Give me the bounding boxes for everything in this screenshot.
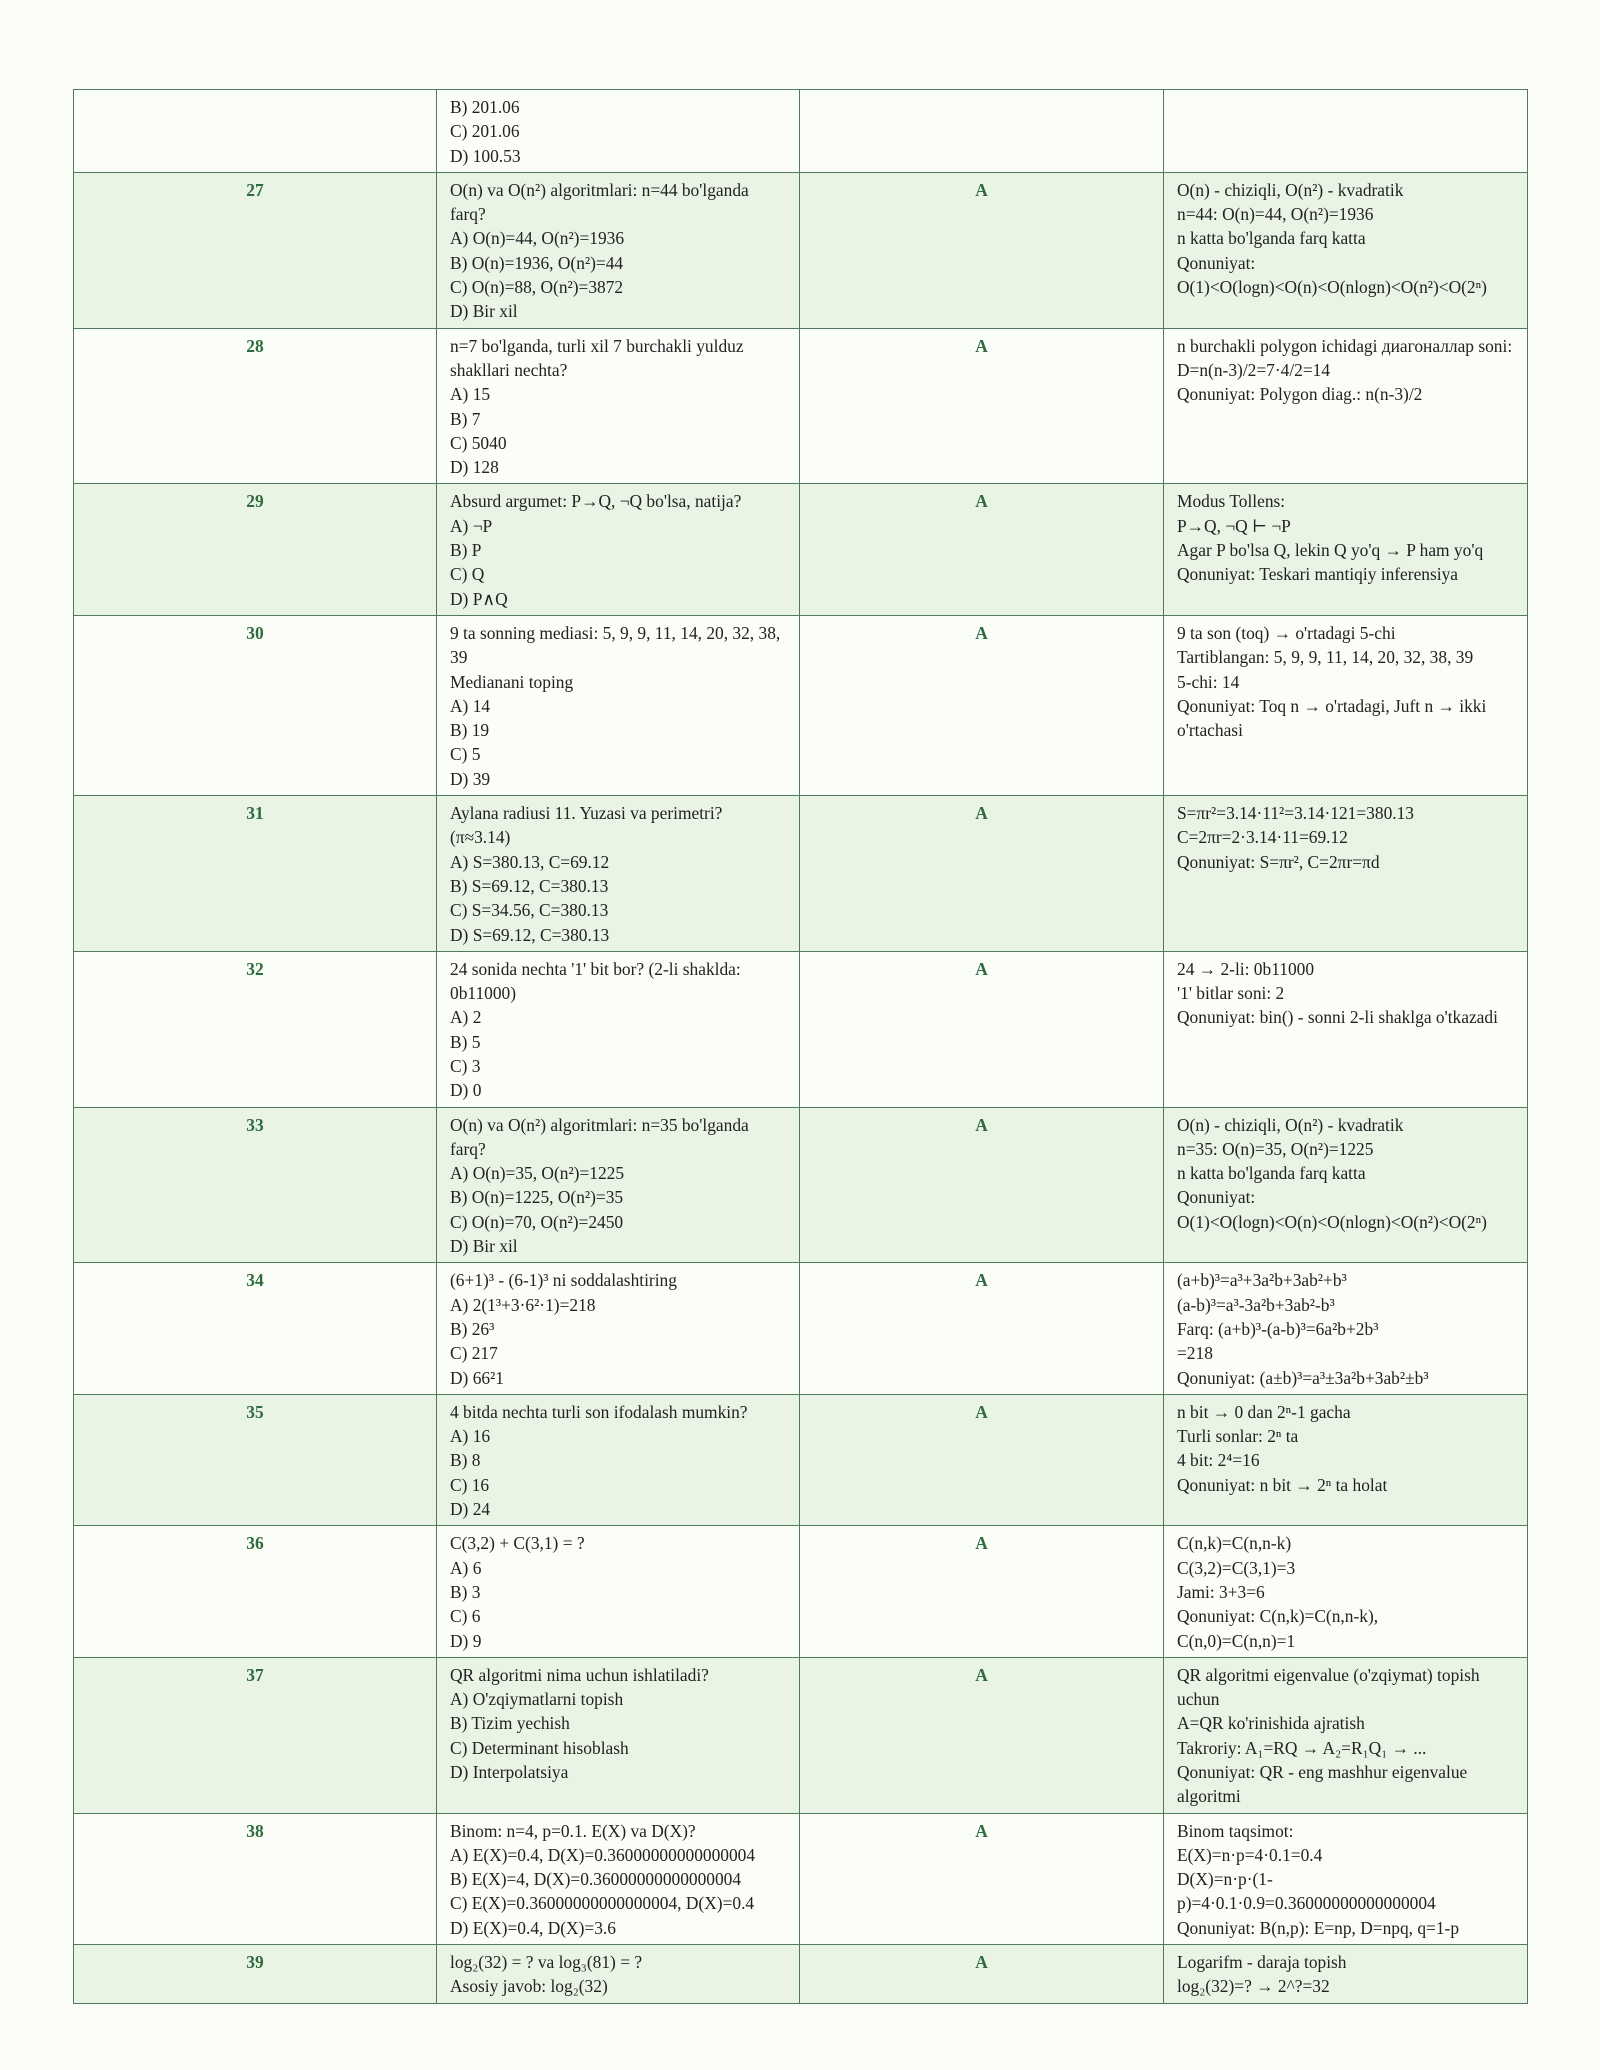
question-number: 33: [74, 1107, 437, 1263]
question-number: 29: [74, 484, 437, 615]
questions-table: [73, 89, 1528, 2004]
question-number: 34: [74, 1263, 437, 1394]
question-line: log₂(32) = ? va log₃(81) = ?: [450, 1952, 643, 1973]
question-line: Binom: n=4, p=0.1. E(X) va D(X)?: [450, 1820, 696, 1841]
table-row: [74, 1394, 1528, 1525]
explanation-line: 4 bit: 2⁴=16: [1177, 1450, 1260, 1471]
correct-answer: A: [800, 1526, 1164, 1657]
explanation-cell: [1164, 172, 1528, 328]
question-number: 28: [74, 328, 437, 484]
question-line: B) O(n)=1936, O(n²)=44: [450, 252, 624, 273]
table-row: [74, 172, 1528, 328]
question-line: D) 24: [450, 1499, 491, 1520]
question-line: B) P: [450, 540, 482, 561]
correct-answer: A: [800, 484, 1164, 615]
question-line: 4 bitda nechta turli son ifodalash mumkin?: [450, 1401, 748, 1422]
question-line: C) E(X)=0.36000000000000004, D(X)=0.4: [450, 1893, 755, 1914]
question-line: 9 ta sonning mediasi: 5, 9, 9, 11, 14, 20, 32, 38, 39: [450, 622, 781, 668]
question-line: C) 5040: [450, 432, 507, 453]
explanation-cell: [1164, 1526, 1528, 1657]
explanation-line: C(3,2)=C(3,1)=3: [1177, 1557, 1296, 1578]
table-row: [74, 1657, 1528, 1813]
explanation-line: n=44: O(n)=44, O(n²)=1936: [1177, 204, 1374, 225]
table-row: [74, 484, 1528, 615]
table-row: [74, 1813, 1528, 1944]
correct-answer: A: [800, 1394, 1164, 1525]
question-line: A) 6: [450, 1557, 482, 1578]
correct-answer: A: [800, 172, 1164, 328]
question-line: Medianani toping: [450, 671, 574, 692]
explanation-line: log₂(32)=? → 2^?=32: [1177, 1976, 1330, 1997]
explanation-line: 5-chi: 14: [1177, 671, 1240, 692]
question-line: C) 16: [450, 1474, 490, 1495]
explanation-line: n katta bo'lganda farq katta: [1177, 1163, 1366, 1184]
explanation-line: n burchakli polygon ichidagi диагоналлар soni:: [1177, 335, 1513, 356]
question-line: D) S=69.12, C=380.13: [450, 924, 610, 945]
question-line: C) Determinant hisoblash: [450, 1737, 629, 1758]
question-line: D) Interpolatsiya: [450, 1762, 569, 1782]
question-line: C) 5: [450, 744, 481, 765]
question-line: A) ¬P: [450, 515, 493, 536]
explanation-cell: [1164, 951, 1528, 1107]
question-line: Absurd argumet: P→Q, ¬Q bo'lsa, natija?: [450, 491, 742, 512]
table-row: [74, 1526, 1528, 1657]
question-cell: [437, 1263, 800, 1394]
explanation-line: Qonuniyat: B(n,p): E=np, D=npq, q=1-p: [1177, 1917, 1460, 1938]
correct-answer: [800, 90, 1164, 173]
table-row: [74, 1945, 1528, 2004]
explanation-line: Qonuniyat:: [1177, 252, 1256, 273]
explanation-line: O(n) - chiziqli, O(n²) - kvadratik: [1177, 1114, 1404, 1135]
question-number: 37: [74, 1657, 437, 1813]
explanation-line: C(n,0)=C(n,n)=1: [1177, 1630, 1296, 1651]
explanation-line: Qonuniyat: QR - eng mashhur eigenvalue algoritmi: [1177, 1762, 1468, 1807]
question-line: B) Tizim yechish: [450, 1713, 570, 1734]
correct-answer: A: [800, 615, 1164, 795]
question-line: B) 3: [450, 1581, 481, 1602]
question-line: C) 217: [450, 1343, 498, 1364]
question-line: A) O(n)=35, O(n²)=1225: [450, 1163, 625, 1184]
question-line: D) 128: [450, 457, 499, 478]
question-cell: [437, 484, 800, 615]
correct-answer: A: [800, 1657, 1164, 1813]
question-line: B) 5: [450, 1031, 481, 1052]
correct-answer: A: [800, 1263, 1164, 1394]
explanation-line: '1' bitlar soni: 2: [1177, 983, 1285, 1004]
question-line: O(n) va O(n²) algoritmlari: n=44 bo'lganda farq?: [450, 179, 749, 225]
explanation-cell: [1164, 1107, 1528, 1263]
question-number: 32: [74, 951, 437, 1107]
question-line: C) O(n)=88, O(n²)=3872: [450, 277, 624, 298]
question-line: n=7 bo'lganda, turli xil 7 burchakli yulduz shakllari nechta?: [450, 335, 744, 380]
table-row: [74, 796, 1528, 952]
question-line: O(n) va O(n²) algoritmlari: n=35 bo'lganda farq?: [450, 1114, 749, 1159]
question-line: C) 3: [450, 1055, 481, 1076]
explanation-line: E(X)=n·p=4·0.1=0.4: [1177, 1844, 1323, 1865]
explanation-line: QR algoritmi eigenvalue (o'zqiymat) topish uchun: [1177, 1664, 1480, 1710]
explanation-line: Jami: 3+3=6: [1177, 1581, 1265, 1602]
question-line: C(3,2) + C(3,1) = ?: [450, 1533, 585, 1554]
question-line: Aylana radiusi 11. Yuzasi va perimetri? (π≈3.14): [450, 803, 723, 848]
explanation-line: D(X)=n·p·(1-: [1177, 1869, 1273, 1890]
explanation-line: C(n,k)=C(n,n-k): [1177, 1533, 1292, 1554]
table-row: [74, 615, 1528, 795]
correct-answer: A: [800, 1945, 1164, 2004]
explanation-line: P→Q, ¬Q ⊢ ¬P: [1177, 515, 1291, 536]
explanation-line: Qonuniyat: (a±b)³=a³±3a²b+3ab²±b³: [1177, 1367, 1429, 1388]
explanation-line: Qonuniyat: S=πr², C=2πr=πd: [1177, 851, 1380, 872]
explanation-line: Turli sonlar: 2ⁿ ta: [1177, 1426, 1299, 1447]
question-line: A) 16: [450, 1426, 491, 1447]
explanation-cell: [1164, 1945, 1528, 2004]
explanation-cell: [1164, 484, 1528, 615]
question-line: D) Bir xil: [450, 1236, 518, 1257]
explanation-line: Qonuniyat: Teskari mantiqiy inferensiya: [1177, 564, 1458, 585]
table-row: [74, 1107, 1528, 1263]
table-row: [74, 328, 1528, 484]
question-cell: [437, 1657, 800, 1813]
question-cell: [437, 951, 800, 1107]
question-line: C) 201.06: [450, 121, 520, 142]
explanation-line: =218: [1177, 1343, 1213, 1364]
explanation-line: O(n) - chiziqli, O(n²) - kvadratik: [1177, 179, 1404, 200]
explanation-line: Farq: (a+b)³-(a-b)³=6a²b+2b³: [1177, 1318, 1379, 1339]
correct-answer: A: [800, 796, 1164, 952]
question-line: A) 14: [450, 695, 491, 716]
explanation-line: Qonuniyat: Polygon diag.: n(n-3)/2: [1177, 384, 1423, 405]
question-line: D) 9: [450, 1630, 482, 1651]
question-line: B) 201.06: [450, 97, 520, 117]
explanation-line: D=n(n-3)/2=7·4/2=14: [1177, 359, 1331, 380]
question-line: A) O'zqiymatlarni topish: [450, 1689, 624, 1710]
question-line: C) 6: [450, 1606, 481, 1627]
questions-table-body: [74, 90, 1528, 2004]
explanation-line: Qonuniyat: n bit → 2ⁿ ta holat: [1177, 1474, 1388, 1495]
question-line: A) 2(1³+3·6²·1)=218: [450, 1294, 596, 1315]
question-line: (6+1)³ - (6-1)³ ni soddalashtiring: [450, 1270, 677, 1291]
question-line: A) S=380.13, C=69.12: [450, 851, 610, 872]
question-line: QR algoritmi nima uchun ishlatiladi?: [450, 1664, 709, 1685]
question-line: C) Q: [450, 564, 485, 585]
question-line: D) 39: [450, 768, 491, 789]
explanation-line: Binom taqsimot:: [1177, 1820, 1294, 1841]
explanation-line: O(1)<O(logn)<O(n)<O(nlogn)<O(n²)<O(2ⁿ): [1177, 1211, 1487, 1232]
question-line: B) O(n)=1225, O(n²)=35: [450, 1187, 624, 1208]
correct-answer: A: [800, 328, 1164, 484]
explanation-line: n bit → 0 dan 2ⁿ-1 gacha: [1177, 1401, 1351, 1422]
explanation-cell: [1164, 90, 1528, 173]
question-line: B) E(X)=4, D(X)=0.36000000000000004: [450, 1869, 742, 1890]
question-cell: [437, 1813, 800, 1944]
explanation-line: n katta bo'lganda farq katta: [1177, 228, 1366, 249]
explanation-cell: [1164, 796, 1528, 952]
question-line: A) O(n)=44, O(n²)=1936: [450, 228, 625, 249]
explanation-line: Tartiblangan: 5, 9, 9, 11, 14, 20, 32, 38, 39: [1177, 647, 1474, 668]
question-line: B) S=69.12, C=380.13: [450, 875, 609, 896]
table-row: [74, 90, 1528, 173]
explanation-cell: [1164, 1394, 1528, 1525]
explanation-line: Qonuniyat: C(n,k)=C(n,n-k),: [1177, 1606, 1379, 1627]
explanation-line: S=πr²=3.14·11²=3.14·121=380.13: [1177, 803, 1415, 824]
explanation-cell: [1164, 1263, 1528, 1394]
question-line: A) 2: [450, 1007, 482, 1028]
table-row: [74, 1263, 1528, 1394]
table-row: [74, 951, 1528, 1107]
question-line: C) S=34.56, C=380.13: [450, 900, 609, 921]
explanation-line: C=2πr=2·3.14·11=69.12: [1177, 827, 1348, 848]
question-number: 31: [74, 796, 437, 952]
explanation-line: (a-b)³=a³-3a²b+3ab²-b³: [1177, 1294, 1335, 1315]
question-cell: [437, 796, 800, 952]
correct-answer: A: [800, 951, 1164, 1107]
question-cell: [437, 1945, 800, 2004]
correct-answer: A: [800, 1107, 1164, 1263]
question-cell: [437, 1394, 800, 1525]
question-number: 27: [74, 172, 437, 328]
correct-answer: A: [800, 1813, 1164, 1944]
question-cell: [437, 615, 800, 795]
explanation-cell: [1164, 1657, 1528, 1813]
question-line: 24 sonida nechta '1' bit bor? (2-li shaklda: 0b11000): [450, 958, 741, 1004]
question-line: D) 100.53: [450, 145, 521, 166]
question-number: 36: [74, 1526, 437, 1657]
question-line: D) 0: [450, 1080, 482, 1101]
question-cell: [437, 328, 800, 484]
question-number: [74, 90, 437, 173]
question-line: D) P∧Q: [450, 588, 508, 609]
question-line: B) 19: [450, 720, 490, 741]
explanation-cell: [1164, 615, 1528, 795]
question-line: A) 15: [450, 384, 491, 405]
explanation-line: A=QR ko'rinishida ajratish: [1177, 1713, 1365, 1734]
explanation-line: n=35: O(n)=35, O(n²)=1225: [1177, 1138, 1374, 1159]
explanation-line: 24 → 2-li: 0b11000: [1177, 958, 1315, 979]
explanation-line: 9 ta son (toq) → o'rtadagi 5-chi: [1177, 622, 1396, 643]
explanation-cell: [1164, 328, 1528, 484]
question-line: Asosiy javob: log₂(32): [450, 1976, 608, 1997]
question-line: D) 66²1: [450, 1367, 504, 1388]
question-number: 35: [74, 1394, 437, 1525]
question-line: D) E(X)=0.4, D(X)=3.6: [450, 1917, 616, 1938]
explanation-line: p)=4·0.1·0.9=0.36000000000000004: [1177, 1893, 1436, 1914]
question-cell: [437, 1107, 800, 1263]
question-line: B) 26³: [450, 1318, 495, 1339]
question-number: 39: [74, 1945, 437, 2004]
question-line: A) E(X)=0.4, D(X)=0.36000000000000004: [450, 1844, 756, 1865]
question-line: D) Bir xil: [450, 301, 518, 322]
explanation-line: Agar P bo'lsa Q, lekin Q yo'q → P ham yo'q: [1177, 540, 1484, 561]
explanation-line: Qonuniyat: Toq n → o'rtadagi, Juft n → ikki o'rtachasi: [1177, 695, 1487, 741]
explanation-cell: [1164, 1813, 1528, 1944]
question-line: C) O(n)=70, O(n²)=2450: [450, 1211, 624, 1232]
question-cell: [437, 1526, 800, 1657]
explanation-line: Takroriy: A₁=RQ → A₂=R₁Q₁ → ...: [1177, 1737, 1427, 1758]
question-number: 38: [74, 1813, 437, 1944]
explanation-line: O(1)<O(logn)<O(n)<O(nlogn)<O(n²)<O(2ⁿ): [1177, 277, 1487, 298]
question-cell: [437, 172, 800, 328]
question-number: 30: [74, 615, 437, 795]
explanation-line: (a+b)³=a³+3a²b+3ab²+b³: [1177, 1270, 1347, 1291]
question-line: B) 8: [450, 1450, 481, 1471]
question-line: B) 7: [450, 408, 481, 429]
explanation-line: Modus Tollens:: [1177, 491, 1286, 512]
explanation-line: Qonuniyat:: [1177, 1187, 1256, 1208]
explanation-line: Qonuniyat: bin() - sonni 2-li shaklga o'tkazadi: [1177, 1007, 1498, 1028]
explanation-line: Logarifm - daraja topish: [1177, 1952, 1347, 1973]
question-cell: [437, 90, 800, 173]
